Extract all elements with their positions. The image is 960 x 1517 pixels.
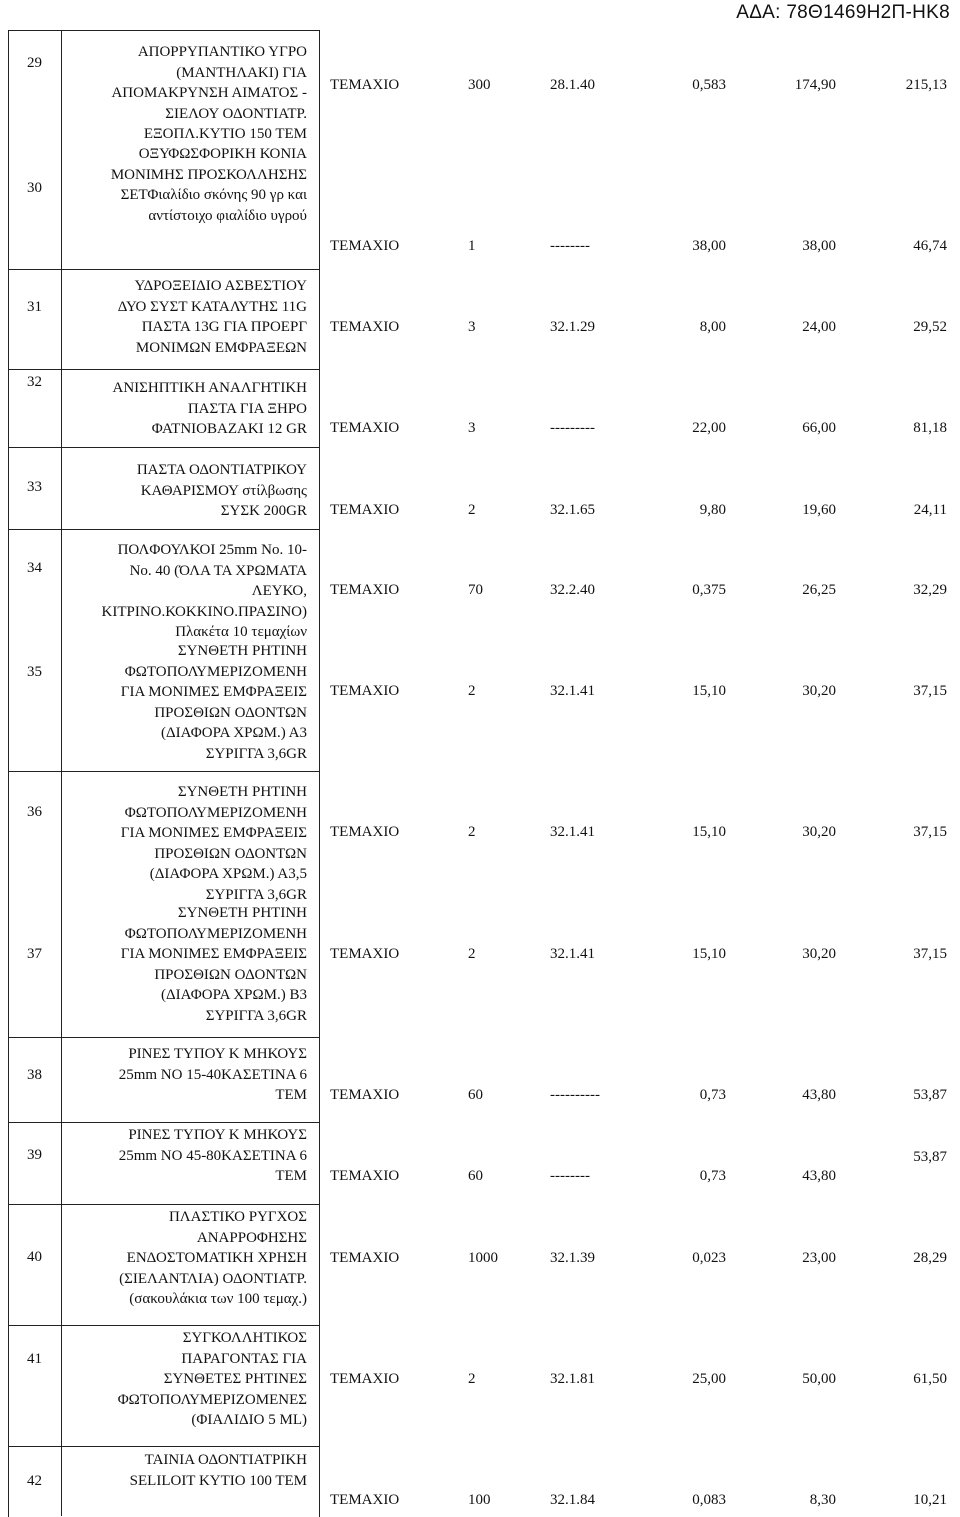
net-cell: 19,60 <box>802 502 836 518</box>
price-cell: 22,00 <box>692 420 726 436</box>
unit-cell: ΤΕΜΑΧΙΟ <box>330 238 400 254</box>
qty-cell: 2 <box>468 946 476 962</box>
price-cell: 0,73 <box>699 1087 726 1103</box>
item-description: ΟΞΥΦΩΣΦΟΡΙΚΗ ΚΟΝΙΑ ΜΟΝΙΜΗΣ ΠΡΟΣΚΟΛΛΗΣΗΣ ΣΕΤΦιαλίδιο σκόνης 90 γρ και αντίστοιχο φιαλίδιο υγρού <box>110 146 307 224</box>
ada-header: ΑΔΑ: 78Θ1469Η2Π-ΗΚ8 <box>736 2 950 23</box>
row-divider <box>8 269 319 270</box>
item-number: 38 <box>27 1067 42 1083</box>
gross-cell: 81,18 <box>913 420 947 436</box>
item-description: ΠΟΛΦΟΥΛΚΟΙ 25mm Νο. 10- Νο. 40 (ΌΛΑ ΤΑ ΧΡΩΜΑΤΑ ΛΕΥΚΟ, ΚΙΤΡΙΝΟ.ΚΟΚΚΙΝΟ.ΠΡΑΣΙΝΟ) Πλακέτα 10 τεμαχίων <box>101 542 307 640</box>
item-number: 31 <box>27 299 42 315</box>
unit-cell: ΤΕΜΑΧΙΟ <box>330 319 400 335</box>
qty-cell: 300 <box>468 77 491 93</box>
value-row <box>318 1369 952 1389</box>
net-cell: 24,00 <box>802 319 836 335</box>
item-description: ΣΥΓΚΟΛΛΗΤΙΚΟΣ ΠΑΡΑΓΟΝΤΑΣ ΓΙΑ ΣΥΝΘΕΤΕΣ ΡΗΤΙΝΕΣ ΦΩΤΟΠΟΛΥΜΕΡΙΖΟΜΕΝΕΣ (ΦΙΑΛΙΔΙΟ 5 ML) <box>117 1330 307 1428</box>
unit-cell: ΤΕΜΑΧΙΟ <box>330 824 400 840</box>
unit-cell: ΤΕΜΑΧΙΟ <box>330 1087 400 1103</box>
unit-cell: ΤΕΜΑΧΙΟ <box>330 582 400 598</box>
price-cell: 0,083 <box>692 1492 726 1508</box>
item-description: ΠΑΣΤΑ ΟΔΟΝΤΙΑΤΡΙΚΟΥ ΚΑΘΑΡΙΣΜΟΥ στίλβωσης ΣΥΣΚ 200GR <box>136 462 307 519</box>
gross-cell: 10,21 <box>913 1492 947 1508</box>
price-cell: 0,73 <box>699 1168 726 1184</box>
code-cell: 28.1.40 <box>550 77 595 93</box>
item-number: 39 <box>27 1147 42 1163</box>
net-cell: 23,00 <box>802 1250 836 1266</box>
qty-cell: 70 <box>468 582 483 598</box>
qty-cell: 60 <box>468 1168 483 1184</box>
value-row <box>318 1085 952 1105</box>
qty-cell: 2 <box>468 824 476 840</box>
net-cell: 38,00 <box>802 238 836 254</box>
net-cell: 30,20 <box>802 683 836 699</box>
row-divider <box>8 529 319 530</box>
value-row <box>318 75 952 95</box>
price-cell: 0,583 <box>692 77 726 93</box>
item-number: 33 <box>27 479 42 495</box>
item-number: 29 <box>27 55 42 71</box>
item-number: 30 <box>27 180 42 196</box>
code-cell: --------- <box>550 420 595 436</box>
qty-cell: 2 <box>468 1371 476 1387</box>
gross-cell: 53,87 <box>913 1087 947 1103</box>
value-row <box>318 822 952 842</box>
code-cell: 32.1.39 <box>550 1250 595 1266</box>
price-cell: 38,00 <box>692 238 726 254</box>
unit-cell: ΤΕΜΑΧΙΟ <box>330 420 400 436</box>
item-description: ΡΙΝΕΣ ΤΥΠΟΥ Κ ΜΗΚΟΥΣ 25mm ΝΟ 15-40ΚΑΣΕΤΙΝΑ 6 ΤΕΜ <box>118 1046 307 1103</box>
price-cell: 15,10 <box>692 946 726 962</box>
code-cell: ---------- <box>550 1087 600 1103</box>
value-row <box>318 944 952 964</box>
unit-cell: ΤΕΜΑΧΙΟ <box>330 1492 400 1508</box>
value-row <box>318 418 952 438</box>
net-cell: 26,25 <box>802 582 836 598</box>
item-description: ΡΙΝΕΣ ΤΥΠΟΥ Κ ΜΗΚΟΥΣ 25mm ΝΟ 45-80ΚΑΣΕΤΙΝΑ 6 ΤΕΜ <box>118 1127 307 1184</box>
price-cell: 8,00 <box>699 319 726 335</box>
unit-cell: ΤΕΜΑΧΙΟ <box>330 946 400 962</box>
row-divider <box>8 1122 319 1123</box>
qty-cell: 2 <box>468 502 476 518</box>
item-description: ΠΛΑΣΤΙΚΟ ΡΥΓΧΟΣ ΑΝΑΡΡΟΦΗΣΗΣ ΕΝΔΟΣΤΟΜΑΤΙΚΗ ΧΡΗΣΗ (ΣΙΕΛΑΝΤΛΙΑ) ΟΔΟΝΤΙΑΤΡ. (σακουλάκια των 100 τεμαχ.) <box>119 1209 307 1307</box>
gross-cell: 215,13 <box>905 77 947 93</box>
gross-cell: 37,15 <box>913 946 947 962</box>
price-cell: 15,10 <box>692 824 726 840</box>
item-description: ΣΥΝΘΕΤΗ ΡΗΤΙΝΗ ΦΩΤΟΠΟΛΥΜΕΡΙΖΟΜΕΝΗ ΓΙΑ ΜΟΝΙΜΕΣ ΕΜΦΡΑΞΕΙΣ ΠΡΟΣΘΙΩΝ ΟΔΟΝΤΩΝ (ΔΙΑΦΟΡΑ ΧΡΩΜ.) Β3 ΣΥΡΙΓΓΑ 3,6GR <box>120 905 307 1024</box>
net-cell: 30,20 <box>802 824 836 840</box>
code-cell: -------- <box>550 238 590 254</box>
gross-cell: 46,74 <box>913 238 947 254</box>
item-number: 35 <box>27 664 42 680</box>
item-description: ΥΔΡΟΞΕΙΔΙΟ ΑΣΒΕΣΤΙΟΥ ΔΥΟ ΣΥΣΤ ΚΑΤΑΛΥΤΗΣ 11G ΠΑΣΤΑ 13G ΓΙΑ ΠΡΟΕΡΓ ΜΟΝΙΜΩΝ ΕΜΦΡΑΞΕΩΝ <box>117 278 307 356</box>
net-cell: 50,00 <box>802 1371 836 1387</box>
row-divider <box>8 369 319 370</box>
unit-cell: ΤΕΜΑΧΙΟ <box>330 77 400 93</box>
gross-cell: 53,87 <box>913 1149 947 1165</box>
value-row <box>318 1248 952 1268</box>
value-row <box>318 580 952 600</box>
code-cell: 32.1.84 <box>550 1492 595 1508</box>
code-cell: 32.1.41 <box>550 946 595 962</box>
qty-cell: 60 <box>468 1087 483 1103</box>
code-cell: 32.1.65 <box>550 502 595 518</box>
unit-cell: ΤΕΜΑΧΙΟ <box>330 683 400 699</box>
code-cell: 32.2.40 <box>550 582 595 598</box>
code-cell: 32.1.41 <box>550 824 595 840</box>
item-number: 37 <box>27 946 42 962</box>
price-cell: 25,00 <box>692 1371 726 1387</box>
qty-cell: 1 <box>468 238 476 254</box>
item-number: 40 <box>27 1249 42 1265</box>
item-description: ΑΝΙΣΗΠΤΙΚΗ ΑΝΑΛΓΗΤΙΚΗ ΠΑΣΤΑ ΓΙΑ ΞΗΡΟ ΦΑΤΝΙΟΒΑΖΑΚΙ 12 GR <box>112 380 307 437</box>
price-cell: 0,375 <box>692 582 726 598</box>
value-row <box>318 1490 952 1510</box>
item-description: ΑΠΟΡΡΥΠΑΝΤΙΚΟ ΥΓΡΟ (ΜΑΝΤΗΛΑΚΙ) ΓΙΑ ΑΠΟΜΑΚΡΥΝΣΗ ΑΙΜΑΤΟΣ - ΣΙΕΛΟΥ ΟΔΟΝΤΙΑΤΡ. ΕΞΟΠΛ.ΚΥΤΙΟ 150 ΤΕΜ <box>111 44 307 142</box>
gross-cell: 61,50 <box>913 1371 947 1387</box>
gross-cell: 32,29 <box>913 582 947 598</box>
gross-cell: 24,11 <box>913 502 947 518</box>
gross-cell: 37,15 <box>913 824 947 840</box>
gross-cell: 29,52 <box>913 319 947 335</box>
value-row <box>318 1166 952 1186</box>
qty-cell: 3 <box>468 420 476 436</box>
qty-cell: 100 <box>468 1492 491 1508</box>
unit-cell: ΤΕΜΑΧΙΟ <box>330 1371 400 1387</box>
qty-cell: 3 <box>468 319 476 335</box>
unit-cell: ΤΕΜΑΧΙΟ <box>330 1250 400 1266</box>
value-row <box>318 681 952 701</box>
qty-cell: 2 <box>468 683 476 699</box>
price-cell: 0,023 <box>692 1250 726 1266</box>
row-divider <box>8 1037 319 1038</box>
item-description: ΤΑΙΝΙΑ ΟΔΟΝΤΙΑΤΡΙΚΗ SELILOIT ΚΥΤΙΟ 100 ΤΕΜ <box>129 1452 307 1489</box>
net-cell: 43,80 <box>802 1168 836 1184</box>
qty-cell: 1000 <box>468 1250 498 1266</box>
price-cell: 15,10 <box>692 683 726 699</box>
value-row <box>318 236 952 256</box>
row-divider <box>8 1204 319 1205</box>
code-cell: 32.1.81 <box>550 1371 595 1387</box>
net-cell: 43,80 <box>802 1087 836 1103</box>
item-number: 34 <box>27 560 42 576</box>
gross-cell: 28,29 <box>913 1250 947 1266</box>
item-number: 41 <box>27 1351 42 1367</box>
code-cell: 32.1.41 <box>550 683 595 699</box>
price-cell: 9,80 <box>699 502 726 518</box>
net-cell: 30,20 <box>802 946 836 962</box>
row-divider <box>8 1446 319 1447</box>
value-row <box>318 500 952 520</box>
net-cell: 66,00 <box>802 420 836 436</box>
code-cell: -------- <box>550 1168 590 1184</box>
item-number: 32 <box>27 374 42 390</box>
row-divider <box>8 447 319 448</box>
row-divider <box>8 1325 319 1326</box>
row-divider <box>8 771 319 772</box>
value-row <box>318 317 952 337</box>
item-number: 36 <box>27 804 42 820</box>
column-divider <box>61 30 62 1516</box>
item-description: ΣΥΝΘΕΤΗ ΡΗΤΙΝΗ ΦΩΤΟΠΟΛΥΜΕΡΙΖΟΜΕΝΗ ΓΙΑ ΜΟΝΙΜΕΣ ΕΜΦΡΑΞΕΙΣ ΠΡΟΣΘΙΩΝ ΟΔΟΝΤΩΝ (ΔΙΑΦΟΡΑ ΧΡΩΜ.) Α3 ΣΥΡΙΓΓΑ 3,6GR <box>120 643 307 762</box>
net-cell: 174,90 <box>794 77 836 93</box>
net-cell: 8,30 <box>809 1492 836 1508</box>
code-cell: 32.1.29 <box>550 319 595 335</box>
gross-cell: 37,15 <box>913 683 947 699</box>
item-number: 42 <box>27 1473 42 1489</box>
unit-cell: ΤΕΜΑΧΙΟ <box>330 502 400 518</box>
item-description: ΣΥΝΘΕΤΗ ΡΗΤΙΝΗ ΦΩΤΟΠΟΛΥΜΕΡΙΖΟΜΕΝΗ ΓΙΑ ΜΟΝΙΜΕΣ ΕΜΦΡΑΞΕΙΣ ΠΡΟΣΘΙΩΝ ΟΔΟΝΤΩΝ (ΔΙΑΦΟΡΑ ΧΡΩΜ.) Α3,5 ΣΥΡΙΓΓΑ 3,6GR <box>120 784 307 903</box>
unit-cell: ΤΕΜΑΧΙΟ <box>330 1168 400 1184</box>
